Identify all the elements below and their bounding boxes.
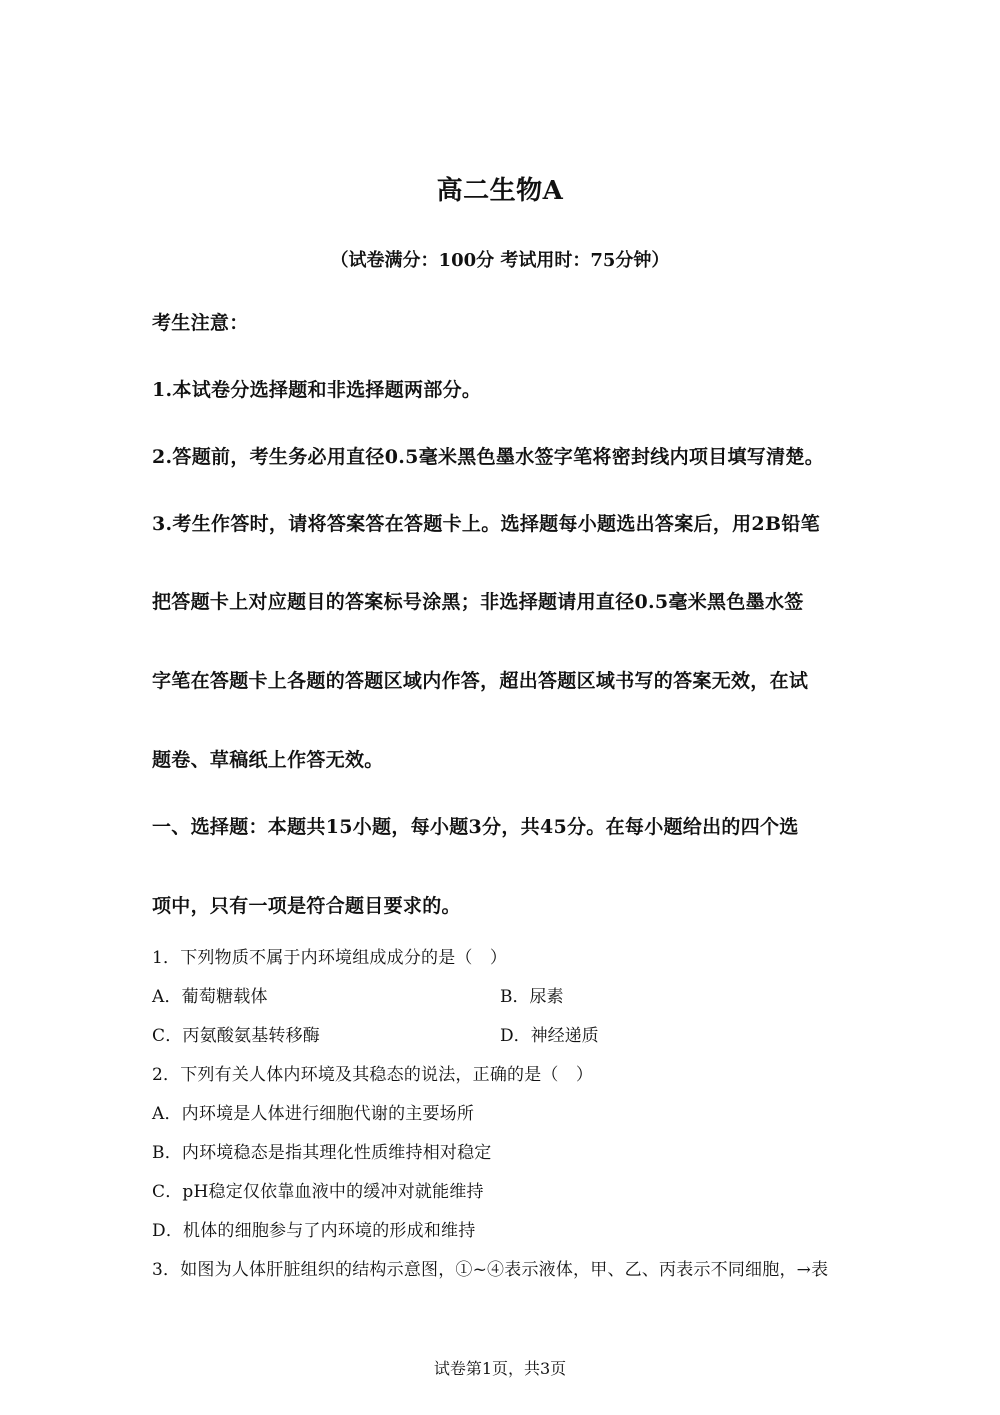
question-2-option-a: A．内环境是人体进行细胞代谢的主要场所 xyxy=(152,1104,475,1124)
question-2-option-b: B．内环境稳态是指其理化性质维持相对稳定 xyxy=(152,1143,492,1163)
notice-item-3-line-2: 把答题卡上对应题目的答案标号涂黑；非选择题请用直径0.5毫米黑色墨水签 xyxy=(152,591,804,613)
question-1-option-b: B．尿素 xyxy=(500,987,564,1007)
question-3-stem: 3．如图为人体肝脏组织的结构示意图，①~④表示液体，甲、乙、丙表示不同细胞，→表 xyxy=(152,1260,829,1280)
section-heading-line-2: 项中，只有一项是符合题目要求的。 xyxy=(152,895,461,917)
question-1-option-d: D．神经递质 xyxy=(500,1026,599,1046)
notice-heading: 考生注意： xyxy=(152,312,249,334)
question-1-stem: 1．下列物质不属于内环境组成成分的是（ ） xyxy=(152,948,508,968)
notice-item-3-line-4: 题卷、草稿纸上作答无效。 xyxy=(152,749,384,771)
question-2-stem: 2．下列有关人体内环境及其稳态的说法，正确的是（ ） xyxy=(152,1065,594,1085)
page-title: 高二生物A xyxy=(436,176,564,206)
page-footer: 试卷第1页，共3页 xyxy=(433,1359,567,1378)
notice-item-3-line-1: 3.考生作答时，请将答案答在答题卡上。选择题每小题选出答案后，用2B铅笔 xyxy=(152,513,820,535)
notice-item-2: 2.答题前，考生务必用直径0.5毫米黑色墨水签字笔将密封线内项目填写清楚。 xyxy=(152,446,824,468)
question-1-option-c: C．丙氨酸氨基转移酶 xyxy=(152,1026,321,1046)
notice-item-3-line-3: 字笔在答题卡上各题的答题区域内作答，超出答题区域书写的答案无效，在试 xyxy=(152,670,809,692)
exam-info-subtitle: （试卷满分：100分 考试用时：75分钟） xyxy=(330,250,670,271)
section-heading-line-1: 一、选择题：本题共15小题，每小题3分，共45分。在每小题给出的四个选 xyxy=(152,816,799,838)
question-1-option-a: A．葡萄糖载体 xyxy=(152,987,268,1007)
question-2-option-d: D．机体的细胞参与了内环境的形成和维持 xyxy=(152,1221,476,1241)
notice-item-1: 1.本试卷分选择题和非选择题两部分。 xyxy=(152,379,482,401)
question-2-option-c: C．pH稳定仅依靠血液中的缓冲对就能维持 xyxy=(152,1182,484,1202)
